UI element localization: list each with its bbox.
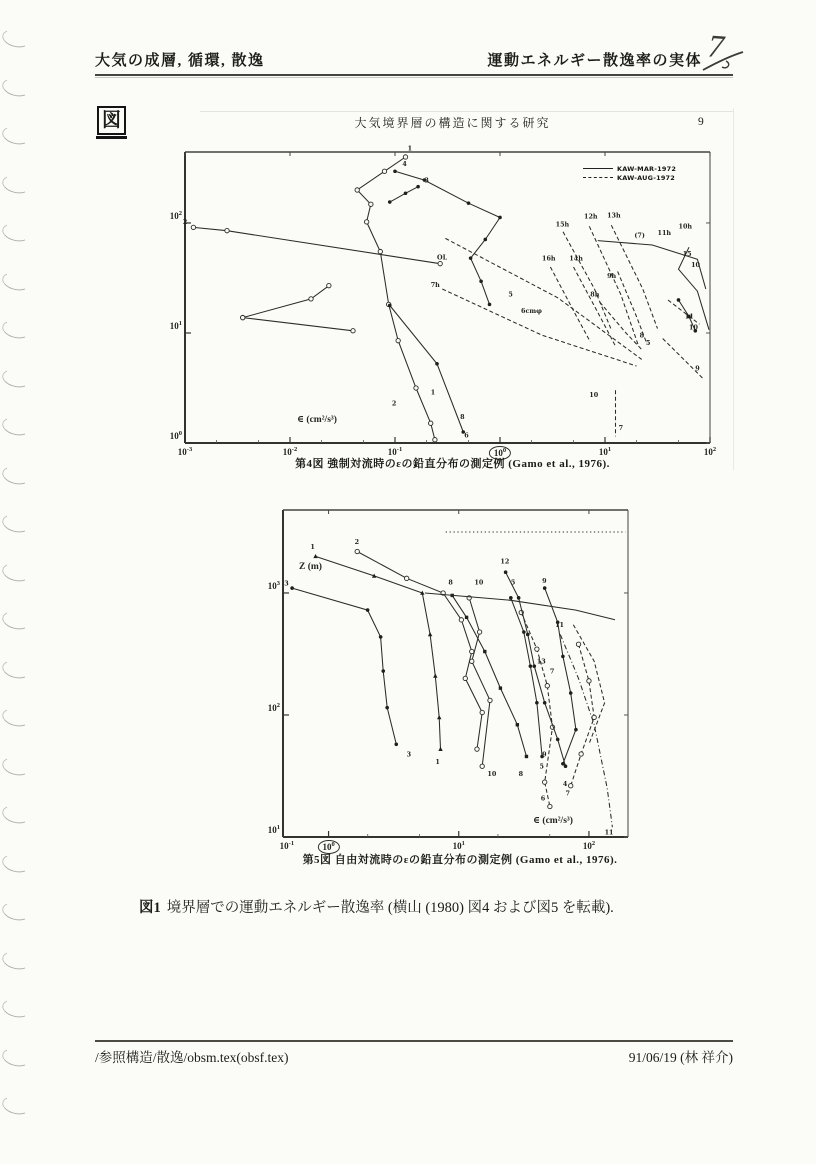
binding-hole xyxy=(0,124,31,147)
point-label: 1 xyxy=(435,757,440,766)
data-point xyxy=(385,706,389,710)
figure1-caption-label: 図1 xyxy=(139,900,161,916)
data-point xyxy=(483,650,486,653)
binding-hole xyxy=(0,221,31,244)
data-point xyxy=(488,303,492,307)
point-label: 7h xyxy=(430,280,440,289)
figure5-y-axis-label: Z (m) xyxy=(299,562,322,572)
series-profile-1 xyxy=(316,556,441,749)
binding-hole xyxy=(0,560,31,583)
point-label: 10 xyxy=(689,323,698,332)
footer-date-author: 91/06/19 (林 祥介) xyxy=(628,1050,733,1065)
data-point xyxy=(435,362,439,366)
y-tick-label: $10^1$ xyxy=(267,824,280,835)
data-point xyxy=(484,238,488,242)
point-label: 1 xyxy=(310,543,315,552)
data-point xyxy=(225,228,229,232)
data-point xyxy=(396,338,400,342)
data-point xyxy=(499,686,502,689)
series-dashed-right-2 xyxy=(668,300,700,324)
legend-label: KAW-MAR-1972 xyxy=(617,164,677,173)
binding-hole xyxy=(0,415,31,438)
footer-rule xyxy=(95,1040,733,1042)
binding-hole xyxy=(0,754,31,777)
data-point xyxy=(576,642,580,646)
data-point xyxy=(366,608,370,612)
point-label: 10 xyxy=(474,578,484,587)
point-label: 14h xyxy=(569,254,583,263)
data-point xyxy=(569,784,573,788)
data-point xyxy=(438,747,442,751)
series-zigzag-b xyxy=(243,318,353,331)
series-dashed-12h xyxy=(589,226,638,346)
point-label: 5 xyxy=(508,290,513,299)
data-point xyxy=(369,202,373,206)
data-point xyxy=(404,191,408,195)
data-point xyxy=(542,780,546,784)
point-label: 5 xyxy=(645,339,651,348)
scan-edge-right xyxy=(733,108,734,470)
data-point xyxy=(313,554,317,558)
series-profile-4 xyxy=(395,171,500,304)
binding-hole xyxy=(0,366,31,389)
figure1-caption xyxy=(139,896,614,917)
header-left-title: 大気の成層, 循環, 散逸 xyxy=(95,53,265,69)
point-label: 3 xyxy=(424,176,429,185)
series-profile-2 xyxy=(193,227,440,263)
series-profile-3 xyxy=(390,187,418,202)
data-point xyxy=(433,674,437,678)
fig5-svg xyxy=(283,510,628,837)
data-point xyxy=(388,200,392,204)
binding-hole xyxy=(0,27,31,50)
data-point xyxy=(517,596,521,600)
point-label: 4 xyxy=(402,159,407,168)
data-point xyxy=(241,315,245,319)
figure1-caption-text: 境界層での運動エネルギー散逸率 (横山 (1980) 図4 および図5 を転載). xyxy=(166,900,614,916)
legend-label: KAW-AUG-1972 xyxy=(617,173,675,182)
point-label: 3 xyxy=(406,750,412,759)
data-point xyxy=(543,701,547,705)
point-label: 9h xyxy=(607,271,617,280)
data-point xyxy=(382,169,386,173)
data-point xyxy=(437,715,441,719)
data-point xyxy=(388,304,392,308)
binding-hole xyxy=(0,75,31,98)
point-label: 9 xyxy=(542,750,547,759)
series-profile-9 xyxy=(545,588,576,764)
binding-hole xyxy=(0,172,31,195)
scan-page-number: 9 xyxy=(698,116,704,128)
data-point xyxy=(545,684,549,688)
data-point xyxy=(532,664,536,668)
handwritten-page-number xyxy=(700,28,746,80)
figure4-plot xyxy=(169,144,717,458)
header-right-title: 運動エネルギー散逸率の実体 xyxy=(487,53,702,69)
binding-hole xyxy=(0,463,31,486)
point-label: 1 xyxy=(430,388,436,397)
point-label: 11 xyxy=(555,621,565,630)
data-point xyxy=(290,586,294,590)
point-label: 10 xyxy=(589,390,599,399)
x-tick-label: $10^0$ xyxy=(317,840,339,854)
data-point xyxy=(504,570,508,574)
point-label: 2 xyxy=(391,399,397,408)
data-point xyxy=(470,649,474,653)
figure5-plot xyxy=(267,510,628,852)
x-tick-label: $10^2$ xyxy=(582,840,596,851)
data-point xyxy=(579,752,583,756)
point-label: 15 xyxy=(682,249,692,258)
data-point xyxy=(327,283,331,287)
binding-hole xyxy=(0,851,31,874)
series-dashed-8h xyxy=(600,302,643,350)
figure4-caption: 第4図 強制対流時のεの鉛直分布の測定例 (Gamo et al., 1976). xyxy=(295,458,610,470)
point-label: 8 xyxy=(460,412,465,421)
y-tick-label: $10^2$ xyxy=(169,209,182,221)
series-solid-10h xyxy=(679,247,710,330)
binding-hole xyxy=(0,706,31,729)
data-point xyxy=(509,596,513,600)
point-label: 13h xyxy=(607,211,621,220)
point-label: 8 xyxy=(448,578,453,587)
data-point xyxy=(364,220,368,224)
scan-edge-top xyxy=(200,111,733,112)
data-point xyxy=(379,635,383,639)
data-point xyxy=(480,764,484,768)
data-point xyxy=(378,249,382,253)
point-label: 8 xyxy=(639,331,645,340)
x-tick-label: $10^1$ xyxy=(598,446,612,457)
handwritten-digit: 7 xyxy=(706,27,726,65)
x-tick-label: $10^0$ xyxy=(489,446,511,460)
data-point xyxy=(543,586,547,590)
series-dashed-15h xyxy=(563,232,611,330)
data-point xyxy=(429,421,433,425)
data-point xyxy=(535,647,539,651)
binding-hole xyxy=(0,269,31,292)
data-point xyxy=(535,701,539,705)
point-label: 16h xyxy=(542,254,556,263)
point-label: 7 xyxy=(549,667,555,676)
data-point xyxy=(355,188,359,192)
scan-running-title: 大気境界層の構造に関する研究 xyxy=(354,116,551,130)
point-label: 8h xyxy=(590,290,600,299)
data-point xyxy=(404,576,408,580)
data-point xyxy=(433,437,437,441)
binding-hole xyxy=(0,1094,31,1117)
data-point xyxy=(526,633,530,637)
point-label: 1 xyxy=(407,144,413,153)
figure5-caption: 第5図 自由対流時のεの鉛直分布の測定例 (Gamo et al., 1976). xyxy=(302,854,618,866)
data-point xyxy=(522,630,526,634)
y-tick-label: $10^3$ xyxy=(267,579,280,591)
point-label: 5 xyxy=(510,578,516,587)
point-label: 7 xyxy=(565,789,570,798)
data-point xyxy=(414,386,418,390)
point-label: 3 xyxy=(284,579,289,588)
x-tick-label: $10^{-2}$ xyxy=(282,446,298,457)
binding-hole xyxy=(0,512,31,535)
x-tick-label: $10^2$ xyxy=(703,446,717,457)
point-label: 12h xyxy=(584,212,598,221)
series-dashed-13h xyxy=(611,225,657,328)
point-label: 11 xyxy=(684,312,694,321)
y-tick-label: $10^1$ xyxy=(169,319,182,331)
data-point xyxy=(587,679,591,683)
data-point xyxy=(459,618,463,622)
binding-hole xyxy=(0,318,31,341)
data-point xyxy=(564,764,568,768)
fig4-svg xyxy=(182,144,710,443)
point-label: 9 xyxy=(695,364,700,373)
data-point xyxy=(355,549,359,553)
y-tick-label: $10^2$ xyxy=(267,701,280,713)
point-label: 2 xyxy=(354,538,360,547)
data-point xyxy=(416,185,420,189)
point-label: 12 xyxy=(500,557,510,566)
series-dashed-right-1 xyxy=(663,339,704,380)
data-point xyxy=(381,669,385,673)
point-label: (7) xyxy=(634,231,645,240)
point-label: 10 xyxy=(691,260,701,269)
x-tick-label: $10^{-1}$ xyxy=(279,840,295,851)
data-point xyxy=(480,710,484,714)
point-label: 2 xyxy=(182,218,188,227)
data-point xyxy=(351,329,355,333)
point-label: 11h xyxy=(657,229,672,238)
point-label: 4 xyxy=(562,779,568,788)
point-label: 6cmφ xyxy=(521,307,542,316)
margin-figure-underline xyxy=(96,136,127,139)
series-dashed-16h xyxy=(550,267,590,342)
binding-hole xyxy=(0,948,31,971)
series-zigzag-a xyxy=(243,286,329,318)
point-label: 5 xyxy=(539,762,544,771)
point-label: 13 xyxy=(536,657,546,666)
point-label: 10h xyxy=(678,222,693,231)
data-point xyxy=(394,742,398,746)
binding-hole xyxy=(0,803,31,826)
point-label: 9 xyxy=(542,577,547,586)
point-label: 6 xyxy=(540,794,546,803)
series-profile-1 xyxy=(357,157,435,440)
point-label: 8 xyxy=(518,769,524,778)
data-point xyxy=(475,747,479,751)
margin-figure-marker: 図 xyxy=(97,106,126,135)
data-point xyxy=(498,216,502,220)
data-point xyxy=(525,755,528,758)
data-point xyxy=(428,632,432,636)
point-label: 10 xyxy=(487,769,497,778)
data-point xyxy=(393,169,397,173)
series-profile-3 xyxy=(292,588,396,744)
binding-hole xyxy=(0,657,31,680)
x-tick-label: $10^{-1}$ xyxy=(387,446,403,457)
data-point xyxy=(309,297,313,301)
x-tick-label: $10^1$ xyxy=(452,840,465,851)
binding-hole xyxy=(0,997,31,1020)
figure4-x-axis-label: ∈ (cm²/s³) xyxy=(297,415,337,425)
data-point xyxy=(191,225,195,229)
data-point xyxy=(470,659,474,663)
data-point xyxy=(438,261,442,265)
figure5-x-axis-label: ∈ (cm²/s³) xyxy=(533,816,573,826)
data-point xyxy=(529,664,533,668)
data-point xyxy=(677,298,681,302)
data-point xyxy=(403,155,407,159)
series-profile-10 xyxy=(469,598,490,766)
data-point xyxy=(463,676,467,680)
footer-path: /参照構造/散逸/obsm.tex(obsf.tex) xyxy=(95,1050,289,1065)
point-label: 11 xyxy=(604,828,614,837)
binding-hole xyxy=(0,1045,31,1068)
binding-hole xyxy=(0,609,31,632)
data-point xyxy=(469,256,473,260)
point-label: 7 xyxy=(618,423,624,432)
binding-hole xyxy=(0,900,31,923)
data-point xyxy=(569,691,573,695)
data-point xyxy=(465,616,468,619)
data-point xyxy=(516,723,519,726)
header-rule xyxy=(95,74,733,78)
data-point xyxy=(561,655,565,659)
point-label: OL xyxy=(437,253,448,262)
data-point xyxy=(548,804,552,808)
data-point xyxy=(467,201,471,205)
series-profile-2 xyxy=(357,552,482,750)
data-point xyxy=(574,728,578,732)
series-profile-11 xyxy=(560,635,612,828)
y-tick-label: $10^0$ xyxy=(169,430,182,441)
x-tick-label: $10^{-3}$ xyxy=(177,446,193,457)
data-point xyxy=(556,738,560,742)
data-point xyxy=(488,698,492,702)
point-label: 15h xyxy=(555,220,570,229)
series-dashed-7h xyxy=(442,289,636,366)
data-point xyxy=(479,279,483,283)
point-label: 6 xyxy=(464,431,469,440)
data-point xyxy=(477,630,481,634)
